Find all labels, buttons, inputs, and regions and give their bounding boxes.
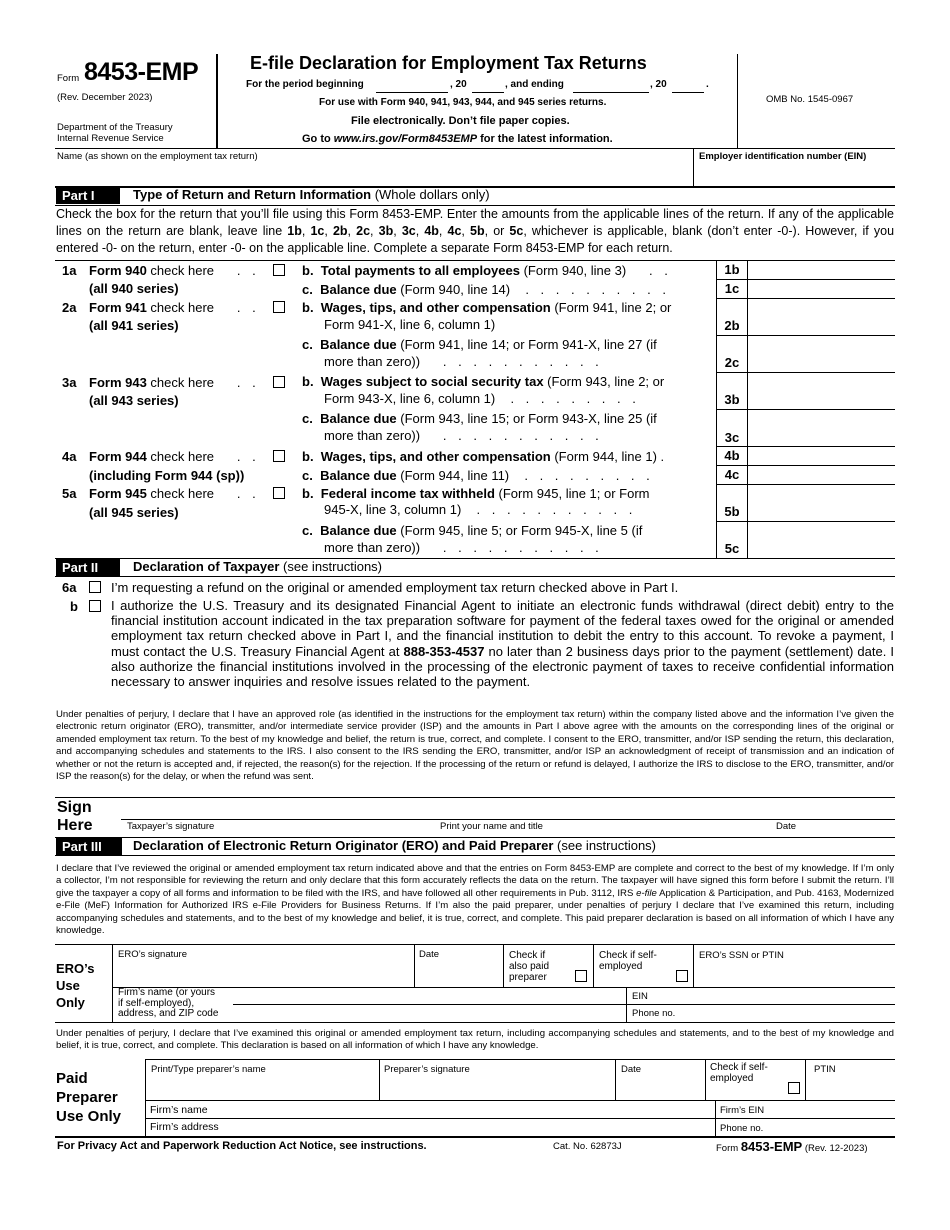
irs-name: Internal Revenue Service xyxy=(57,133,164,144)
row-label: Form 943 check here . . xyxy=(89,375,260,390)
ero-date-input[interactable] xyxy=(419,962,499,984)
ero-self-employed-checkbox[interactable] xyxy=(676,970,688,982)
firms-address-input[interactable] xyxy=(240,1119,710,1135)
form-944-checkbox[interactable] xyxy=(273,450,285,462)
taxpayer-name-input[interactable] xyxy=(57,163,687,185)
check-paid-preparer-label: Check if also paid preparer xyxy=(509,950,550,983)
amount-3c-input[interactable] xyxy=(749,411,894,445)
box-3c-label: 3c xyxy=(724,430,740,445)
ptin-input[interactable] xyxy=(812,1077,892,1098)
line-number: 2a xyxy=(62,300,77,315)
ero-phone-label: Phone no. xyxy=(632,1008,676,1019)
taxpayer-date-input[interactable] xyxy=(775,800,893,819)
print-name-label: Print your name and title xyxy=(440,821,543,832)
ein-input[interactable] xyxy=(699,163,889,185)
ero-phone-input[interactable] xyxy=(690,1005,890,1020)
amount-4c-input[interactable] xyxy=(749,467,894,484)
row-series: (all 945 series) xyxy=(89,505,179,520)
line-6b-number: b xyxy=(70,599,78,614)
goto-note: Go to www.irs.gov/Form8453EMP for the latest information. xyxy=(302,133,613,145)
row-series: (all 943 series) xyxy=(89,393,179,408)
ero-date-label: Date xyxy=(419,949,440,960)
amount-1b-input[interactable] xyxy=(749,262,894,279)
line-5c-cont: more than zero)) . . . . . . . . . . . xyxy=(324,540,603,555)
period-20a: , 20 xyxy=(450,79,467,90)
preparer-phone-input[interactable] xyxy=(775,1119,890,1135)
line-1c: c. Balance due (Form 940, line 14) . . . . . . . . . . xyxy=(302,282,670,297)
box-3b-label: 3b xyxy=(724,392,740,407)
box-1c-label: 1c xyxy=(724,281,740,296)
ero-declaration: I declare that I’ve reviewed the original or amended employment tax return indicated above and that the entries on Form 8453-EMP are complete and correct to the best of my knowledge. If I’m only a collector, I’m not responsible for reviewing the return and only declare that this form accurately reflects the data on the return. The taxpayer will have signed this form before I submit the return. I’ll give the taxpayer a copy of all forms and information to be filed with the IRS, and have followed all other requirements in Pub. 3112, IRS e-file Application & Participation, and Pub. 4163, Modernized e-File (MeF) Information for Authorized IRS e-File Providers for Business Returns. If I’m also the paid preparer, under penalties of perjury I declare that I’ve examined this return, including accompanying schedules and statements, and to the best of my knowledge and belief, it is true, correct, and complete. This paid preparer declaration is based on all information of which I have any knowledge. xyxy=(56,863,894,937)
ero-self-employed-label: Check if self- employed xyxy=(599,950,657,972)
line-number: 5a xyxy=(62,486,77,501)
ein-label: Employer identification number (EIN) xyxy=(699,151,867,162)
line-3b-cont: Form 943-X, line 6, column 1) . . . . . . . . . xyxy=(324,391,640,406)
ero-signature-input[interactable] xyxy=(118,962,408,984)
firms-name-input[interactable] xyxy=(225,1101,710,1117)
row-series: (including Form 944 (sp)) xyxy=(89,468,245,483)
box-1b-label: 1b xyxy=(724,262,740,277)
preparer-self-employed-checkbox[interactable] xyxy=(788,1082,800,1094)
sign-date-label: Date xyxy=(776,821,797,832)
ero-ein-input[interactable] xyxy=(660,988,890,1003)
amount-5c-input[interactable] xyxy=(749,523,894,557)
irs-url[interactable]: www.irs.gov/Form8453EMP xyxy=(333,133,478,145)
form-header xyxy=(0,0,950,150)
row-label: Form 940 check here . . xyxy=(89,263,260,278)
ptin-label: PTIN xyxy=(814,1064,836,1075)
line-2b-cont: Form 941-X, line 6, column 1) xyxy=(324,317,496,332)
direct-debit-checkbox[interactable] xyxy=(89,600,101,612)
form-940-checkbox[interactable] xyxy=(273,264,285,276)
period-end-input[interactable] xyxy=(573,78,649,92)
line-2b: b. Wages, tips, and other compensation (Form 941, line 2; or xyxy=(302,300,672,315)
row-series: (all 940 series) xyxy=(89,281,179,296)
form-revision: (Rev. December 2023) xyxy=(57,92,153,103)
taxpayer-signature-label: Taxpayer’s signature xyxy=(127,821,215,832)
ero-ein-label: EIN xyxy=(632,991,648,1002)
privacy-notice: For Privacy Act and Paperwork Reduction Act Notice, see instructions. xyxy=(57,1140,427,1152)
line-1b: b. Total payments to all employees (Form 940, line 3) . . xyxy=(302,263,672,278)
box-2c-label: 2c xyxy=(724,355,740,370)
line-6a-text: I’m requesting a refund on the original or amended employment tax return checked above in Part I. xyxy=(111,580,679,595)
period-dot: . xyxy=(706,79,709,90)
refund-request-checkbox[interactable] xyxy=(89,581,101,593)
line-5c: c. Balance due (Form 945, line 5; or Form 945-X, line 5 (if xyxy=(302,523,643,538)
amount-2b-input[interactable] xyxy=(749,300,894,334)
preparer-date-label: Date xyxy=(621,1064,642,1075)
part3-label: Part III xyxy=(56,838,122,855)
box-4b-label: 4b xyxy=(724,448,740,463)
ero-ssn-label: ERO’s SSN or PTIN xyxy=(699,950,784,961)
ero-firm-name-label: Firm’s name (or yours if self-employed), address, and ZIP code xyxy=(118,987,219,1019)
row-label: Form 941 check here . . xyxy=(89,300,260,315)
preparer-phone-label: Phone no. xyxy=(720,1123,764,1134)
box-5b-label: 5b xyxy=(724,504,740,519)
preparer-self-employed-label: Check if self- employed xyxy=(710,1062,768,1084)
amount-2c-input[interactable] xyxy=(749,337,894,371)
preparer-signature-input[interactable] xyxy=(384,1077,610,1098)
preparer-date-input[interactable] xyxy=(621,1077,701,1098)
form-word: Form xyxy=(57,73,80,84)
catalog-number: Cat. No. 62873J xyxy=(553,1141,622,1152)
amount-3b-input[interactable] xyxy=(749,374,894,408)
line-5b: b. Federal income tax withheld (Form 945, line 1; or Form xyxy=(302,486,650,501)
line-2c: c. Balance due (Form 941, line 14; or Form 941-X, line 27 (if xyxy=(302,337,657,352)
file-electronically-note: File electronically. Don’t file paper copies. xyxy=(351,115,570,127)
period-begin-input[interactable] xyxy=(376,78,448,92)
line-6b-text: I authorize the U.S. Treasury and its designated Financial Agent to initiate an electronic funds withdrawal (direct debit) entry to the financial institution account indicated in the tax preparation software for payment of the federal taxes owed for the original or amended employment tax return checked above in Part I, and the financial institution to debit the entry to this account. To revoke a payment, I must contact the U.S. Treasury Financial Agent at 888-353-4537 no later than 2 business days prior to the payment (settlement) date. I also authorize the financial institutions involved in the processing of the electronic payment of taxes to receive confidential information necessary to answer inquiries and resolve issues related to the payment. xyxy=(111,598,894,690)
taxpayer-signature-input[interactable] xyxy=(123,800,423,819)
firms-ein-input[interactable] xyxy=(775,1101,890,1117)
preparer-name-input[interactable] xyxy=(151,1077,374,1098)
line-4c: c. Balance due (Form 944, line 11) . . . . . . . . . xyxy=(302,468,654,483)
also-paid-preparer-checkbox[interactable] xyxy=(575,970,587,982)
line-5b-cont: 945-X, line 3, column 1) . . . . . . . . . . . xyxy=(324,502,637,517)
paid-preparer-label: Paid Preparer Use Only xyxy=(56,1070,122,1125)
preparer-perjury-statement: Under penalties of perjury, I declare that I’ve examined this original or amended employment tax return, including accompanying schedules and statements, and to the best of my knowledge and belief, it is true, correct, and complete. This declaration is based on all information of which I have any knowledge. xyxy=(56,1028,894,1052)
firms-address-label: Firm’s address xyxy=(150,1121,219,1133)
part2-title: Declaration of Taxpayer (see instructions) xyxy=(133,559,383,574)
treasury-phone: 888-353-4537 xyxy=(403,643,485,659)
preparer-name-label: Print/Type preparer’s name xyxy=(151,1064,266,1075)
sign-here-label: Sign Here xyxy=(57,799,93,834)
ero-signature-label: ERO’s signature xyxy=(118,949,187,960)
line-3c: c. Balance due (Form 943, line 15; or Form 943-X, line 25 (if xyxy=(302,411,657,426)
part3-title: Declaration of Electronic Return Originator (ERO) and Paid Preparer (see instructions) xyxy=(133,838,657,853)
omb-number: OMB No. 1545-0967 xyxy=(766,94,854,105)
box-4c-label: 4c xyxy=(724,467,740,482)
ero-ssn-input[interactable] xyxy=(699,962,889,984)
line-number: 3a xyxy=(62,375,77,390)
taxpayer-name-label: Name (as shown on the employment tax return) xyxy=(57,151,258,162)
use-with-note: For use with Form 940, 941, 943, 944, and 945 series returns. xyxy=(319,97,607,108)
box-2b-label: 2b xyxy=(724,318,740,333)
line-number: 4a xyxy=(62,449,77,464)
form-title: E-file Declaration for Employment Tax Returns xyxy=(250,53,647,73)
line-4b: b. Wages, tips, and other compensation (Form 944, line 1) . xyxy=(302,449,665,464)
firms-name-label: Firm’s name xyxy=(150,1104,208,1116)
line-number: 1a xyxy=(62,263,77,278)
line-2c-cont: more than zero)) . . . . . . . . . . . xyxy=(324,354,603,369)
dept-treasury: Department of the Treasury xyxy=(57,122,173,133)
part1-title: Type of Return and Return Information (Whole dollars only) xyxy=(133,187,490,202)
line-6a-number: 6a xyxy=(62,580,77,595)
ero-use-only-label: ERO’s Use Only xyxy=(56,961,95,1010)
period-beginning-label: For the period beginning xyxy=(246,79,364,90)
form-945-checkbox[interactable] xyxy=(273,487,285,499)
box-5c-label: 5c xyxy=(724,541,740,556)
row-series: (all 941 series) xyxy=(89,318,179,333)
period-20b: , 20 xyxy=(650,79,667,90)
part1-label: Part I xyxy=(56,187,120,204)
line-3b: b. Wages subject to social security tax (Form 943, line 2; or xyxy=(302,374,665,389)
form-number: 8453-EMP xyxy=(84,58,199,86)
part2-label: Part II xyxy=(56,559,120,576)
taxpayer-name-title-input[interactable] xyxy=(440,800,760,819)
taxpayer-perjury-statement: Under penalties of perjury, I declare that I have an approved role (as identified in the instructions for the employment tax return) within the company listed above and the information I’ve given the electronic return originator (ERO), transmitter, and/or intermediate service provider (ISP) and the amounts in Part I above agree with the amounts on the corresponding lines of the original or amended employment tax return. To the best of my knowledge and belief, the return is true, correct, and complete. I consent to the ERO, transmitter, and/or ISP sending the return, this declaration, and accompanying schedules and statements to the IRS. I also consent to the IRS sending the ERO, transmitter, and/or ISP an acknowledgment of receipt of transmission and an indication of whether or not the return is accepted and, if rejected, the reason(s) for the rejection. If the processing of the return or refund is delayed, I authorize the IRS to disclose to the ERO, transmitter, and/or ISP the reason(s) for the delay, or when the refund was sent. xyxy=(56,709,894,783)
footer-form-id: Form 8453-EMP (Rev. 12-2023) xyxy=(716,1139,868,1154)
form-941-checkbox[interactable] xyxy=(273,301,285,313)
and-ending-label: , and ending xyxy=(505,79,564,90)
line-3c-cont: more than zero)) . . . . . . . . . . . xyxy=(324,428,603,443)
amount-1c-input[interactable] xyxy=(749,281,894,298)
firms-ein-label: Firm’s EIN xyxy=(720,1105,765,1116)
row-label: Form 945 check here . . xyxy=(89,486,260,501)
preparer-signature-label: Preparer’s signature xyxy=(384,1064,470,1075)
part1-instructions: Check the box for the return that you’ll file using this Form 8453-EMP. Enter the amounts from the applicable lines of the return. If any of the applicable lines on the return are blank, leave line 1b, 1c, 2b, 2c, 3b, 3c, 4b, 4c, 5b, or 5c, whichever is applicable, blank (don’t enter -0-). However, if you entered -0- on the return, enter -0- on the applicable line. Complete a separate Form 8453-EMP for each return. xyxy=(56,207,895,255)
row-label: Form 944 check here . . xyxy=(89,449,260,464)
form-943-checkbox[interactable] xyxy=(273,376,285,388)
amount-4b-input[interactable] xyxy=(749,448,894,465)
amount-5b-input[interactable] xyxy=(749,486,894,520)
